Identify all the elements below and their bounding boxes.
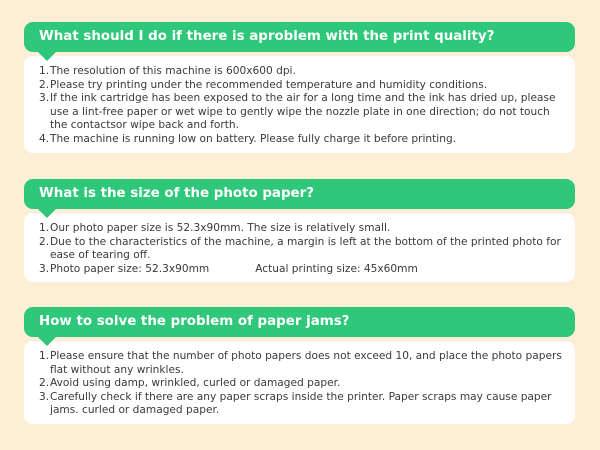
section-header (24, 22, 575, 52)
answer-list (39, 65, 565, 147)
speech-tail-shape (36, 335, 58, 346)
section-title: How to solve the problem of paper jams? (39, 314, 350, 329)
actual-printing-size: Actual printing size: 45x60mm (255, 262, 418, 275)
faq-section-print-quality (24, 22, 575, 153)
list-item: 3. If the ink cartridge has been exposed to the air for a long time and the ink has dried up, please use a lint-free paper or wet wipe to gently wipe the nozzle plate in one direction; do not touch the contactsor wipe back and forth. (39, 92, 556, 132)
list-item: 4. The machine is running low on battery. Please fully charge it before printing. (39, 132, 457, 145)
list-item: 2. Due to the characteristics of the machine, a margin is left at the bottom of the printed photo for ease of tearing off. (39, 235, 561, 262)
list-item: 3. Photo paper size: 52.3x90mm Actual printing size: 45x60mm (39, 262, 418, 275)
faq-section-photo-paper-size (24, 179, 575, 282)
section-header (24, 307, 575, 337)
list-item: 1. Please ensure that the number of photo papers does not exceed 10, and place the photo papers flat without any wrinkles. (39, 350, 562, 376)
speech-tail-shape (36, 207, 58, 218)
section-title: What is the size of the photo paper? (39, 186, 315, 201)
photo-paper-size: Photo paper size: 52.3x90mm (50, 262, 210, 275)
section-body (24, 341, 575, 424)
speech-tail-shape (36, 50, 58, 61)
list-item: 1. Our photo paper size is 52.3x90mm. The size is relatively small. (39, 222, 391, 234)
faq-section-paper-jams (24, 307, 575, 424)
list-item: 2. Avoid using damp, wrinkled, curled or damaged paper. (39, 377, 341, 390)
answer-list (39, 350, 565, 418)
list-item: 3. Carefully check if there are any paper scraps inside the printer. Paper scraps may cause paper jams. curled or damaged paper. (39, 390, 552, 417)
section-header (24, 179, 575, 209)
section-title: What should I do if there is aproblem with the print quality? (39, 29, 495, 44)
answer-list (39, 222, 565, 276)
list-item: 1. The resolution of this machine is 600x600 dpi. (39, 65, 296, 77)
list-item: 2. Please try printing under the recommended temperature and humidity conditions. (39, 78, 488, 91)
section-body (24, 213, 575, 282)
section-body (24, 56, 575, 153)
